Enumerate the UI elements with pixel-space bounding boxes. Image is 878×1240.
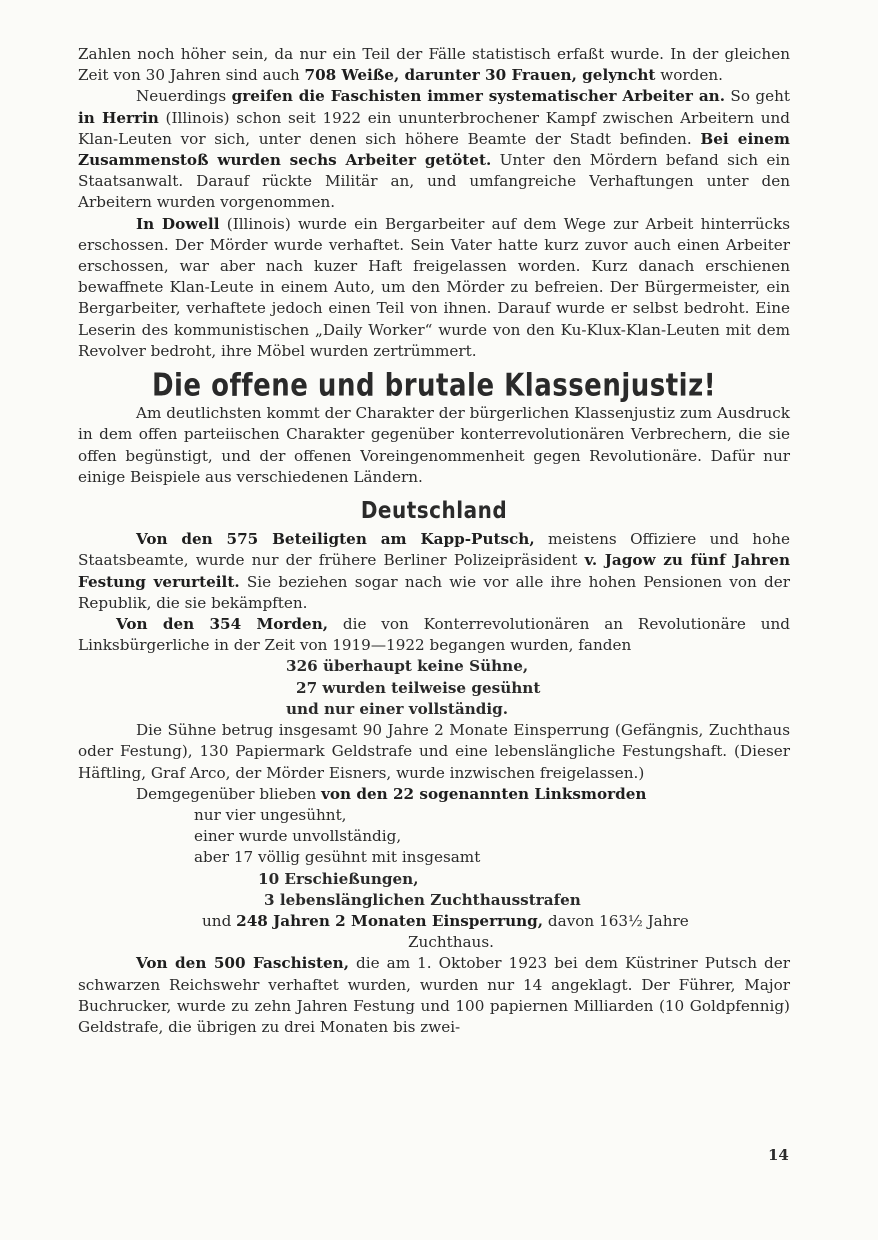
paragraph-intro-1: [78, 44, 790, 86]
text: Zahlen noch höher sein, da nur ein Teil der Fälle statistisch erfaßt wurde. In der gleichen Zeit von 30 Jahren sind auch: [78, 45, 790, 85]
paragraph-linksmorde: [78, 784, 790, 805]
bold-text: In Dowell: [136, 214, 220, 233]
bold-text: Von den 354 Morden,: [116, 615, 329, 634]
stats-line: 27 wurden teilweise gesühnt: [296, 678, 541, 697]
paragraph-354-morden: [78, 614, 790, 656]
list-item-bold: 10 Erschießungen,: [258, 869, 419, 888]
bold-text: in Herrin: [78, 108, 159, 127]
bold-text: 248 Jahren 2 Monaten Einsperrung,: [236, 911, 544, 930]
paragraph-suehne: Die Sühne betrug insgesamt 90 Jahre 2 Monate Einsperrung (Gefängnis, Zuchthaus oder Festung), 130 Papiermark Geldstrafe und eine lebenslängliche Festungshaft. (Dieser Häftling, Graf Arco, der Mörder Eisners, wurde inzwischen freigelassen.): [78, 721, 790, 782]
text: die am 1. Oktober 1923 bei dem Küstriner Putsch der schwarzen Reichswehr verhaftet wurden, wurden nur 14 angeklagt. Der Führer, Major Buchrucker, wurde zu zehn Jahren Festung und 100 papiernen Milliarden (10 Goldpfennig) Geldstrafe, die übrigen zu drei Monaten bis zwei-: [78, 954, 790, 1036]
paragraph-intro-2: [78, 86, 790, 213]
bold-text: von den 22 sogenannten Linksmorden: [321, 784, 647, 803]
paragraph-faschisten: [78, 953, 790, 1038]
text: Demgegenüber blieben: [136, 784, 322, 803]
stats-line: und nur einer vollständig.: [286, 699, 509, 718]
list-linksmorde: [194, 805, 790, 869]
text: worden.: [655, 66, 723, 85]
paragraph-kapp-putsch: [78, 529, 790, 614]
list-item-einsperrung: [202, 911, 790, 932]
bold-text: greifen die Faschisten immer systematischer Arbeiter an.: [231, 87, 725, 106]
bold-text: Von den 500 Faschisten,: [136, 954, 350, 973]
paragraph-klassenjustiz: Am deutlichsten kommt der Charakter der bürgerlichen Klassenjustiz zum Ausdruck in dem offen parteiischen Charakter gegenüber konterrevolutionären Verbrechern, die sie offen begünstigt, und der offenen Voreingenommenheit gegen Revolutionäre. Dafür nur einige Beispiele aus verschiedenen Ländern.: [78, 404, 790, 486]
stats-block: [286, 656, 790, 720]
page-number: 14: [768, 1146, 789, 1164]
stats-line: 326 überhaupt keine Sühne,: [286, 657, 529, 676]
list-item-bold: 3 lebenslänglichen Zuchthausstrafen: [264, 890, 581, 909]
bold-text: 708 Weiße, darunter 30 Frauen, gelyncht: [304, 66, 656, 85]
text: die von Konterrevolutionären an Revolutionäre und Linksbürgerliche in der Zeit von 1919—1922 begangen wurden, fanden: [78, 615, 790, 655]
bold-text: Bei einem Zusammenstoß wurden sechs Arbeiter getötet.: [78, 129, 790, 170]
list-item: nur vier ungesühnt,: [194, 805, 347, 824]
list-item: aber 17 völlig gesühnt mit insgesamt: [194, 848, 481, 867]
text: meistens Offiziere und hohe Staatsbeamte, wurde nur der frühere Berliner Polizeipräsident: [78, 530, 790, 570]
document-page: [78, 44, 790, 1038]
bold-text: Von den 575 Beteiligten am Kapp-Putsch,: [136, 530, 535, 549]
text: Unter den Mördern befand sich ein Staatsanwalt. Darauf rückte Militär an, und umfangreiche Verhaftungen unter den Arbeitern wurden vorgenommen.: [78, 151, 790, 212]
section-heading-klassenjustiz: Die offene und brutale Klassenjustiz!: [151, 367, 717, 404]
bold-text: v. Jagow zu fünf Jahren Festung verurteilt.: [78, 551, 790, 591]
list-item: einer wurde unvollständig,: [194, 827, 402, 846]
text: Sie beziehen sogar nach wie vor alle ihre hohen Pensionen von der Republik, die sie bekämpften.: [78, 572, 790, 612]
list-item-zuchthaus: Zuchthaus.: [408, 933, 494, 952]
text: Neuerdings: [136, 87, 232, 106]
text: und: [202, 911, 237, 930]
text: (Illinois) schon seit 1922 ein ununterbrochener Kampf zwischen Arbeitern und Klan-Leuten vor sich, unter denen sich höhere Beamte der Stadt befinden.: [78, 108, 790, 148]
paragraph-intro-3: [78, 214, 790, 362]
section-heading-deutschland: Deutschland: [360, 496, 508, 524]
text: So geht: [725, 87, 790, 106]
text: davon 163½ Jahre: [543, 911, 689, 930]
text: (Illinois) wurde ein Bergarbeiter auf dem Wege zur Arbeit hinterrücks erschossen. Der Mörder wurde verhaftet. Sein Vater hatte kurz zuvor auch einen Arbeiter erschossen, war aber nach kuzer Haft freigelassen worden. Kurz danach erschienen bewaffnete Klan-Leute in einem Auto, um den Mörder zu befreien. Der Bürgermeister, ein Bergarbeiter, verhaftete jedoch einen Teil von ihnen. Darauf wurde er selbst bedroht. Eine Leserin des kommunistischen „Daily Worker“ wurde von den Ku-Klux-Klan-Leuten mit dem Revolver bedroht, ihre Möbel wurden zertrümmert.: [78, 214, 790, 360]
